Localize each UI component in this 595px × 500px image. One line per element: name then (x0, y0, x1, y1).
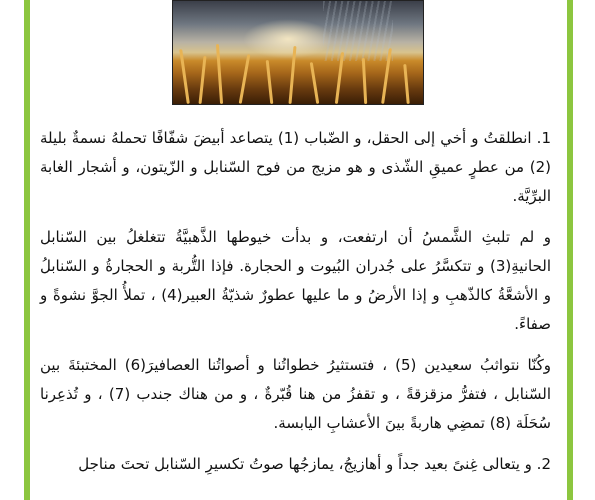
paragraph-3: وكُنّا نتواثبُ سعيدين (5) ، فتستثيرُ خطواتُنا و أصواتُنا العصافيرَ(6) المختبئةَ بين السّنابل ، فتفرُّ مزقزقةً ، و تقفزُ من هنا قُبّرةٌ ، و من هناك جندب (7) ، و تُذعِرنا سُحَلَة (8) تمضِي هاربةً بينَ الأعشابِ اليابسة. (40, 356, 552, 432)
sunlight (243, 19, 333, 59)
wheat-stalk (216, 44, 223, 104)
wheat-stalk (403, 64, 409, 104)
paragraph-2: و لم تلبثِ الشَّمسُ أن ارتفعت، و بدأت خيوطها الذَّهبيَّةُ تتغلغلُ بين السّنابل الحانيةِ(3) و تتكسَّرُ على جُدران البُيوت و الحجارة. فإذا التُّربة و الحجارةُ و السّنابلُ و الأشعَّةُ كالذّهبِ و إذا الأرضُ و ما عليها عطورٌ شذيّةُ العبير(4) ، تملأُ الجوَّ نشوةً و صفاءً. (40, 228, 551, 333)
wheat-stalk (198, 56, 206, 104)
paragraph-4: 2. و يتعالى غِنىً بعيد جداً و أهازيجُ، يمازجُها صوتُ تكسيرِ السّنابل تحتَ مناجل (78, 455, 551, 473)
rain-streaks (323, 1, 393, 61)
wheat-stalk (362, 58, 367, 104)
left-border (24, 0, 30, 500)
paragraph-1: 1. انطلقتُ و أخي إلى الحقل، و الضّباب (1) يتصاعد أبيضَ شفّافًا تحملهُ نسمةٌ بليلة (2) من عطرٍ عميقِ الشّذى و هو مزيج من فوح السّنابل و الزّيتون، و أشجار الغابة البرِّيَّة. (40, 129, 551, 205)
wheat-stalk (239, 54, 251, 104)
story-text (40, 124, 551, 491)
right-border (567, 0, 573, 500)
wheat-field-photo (172, 0, 424, 105)
wheat-stalk (310, 62, 320, 104)
wheat-stalk (266, 60, 274, 104)
wheat-stalk (179, 49, 190, 104)
